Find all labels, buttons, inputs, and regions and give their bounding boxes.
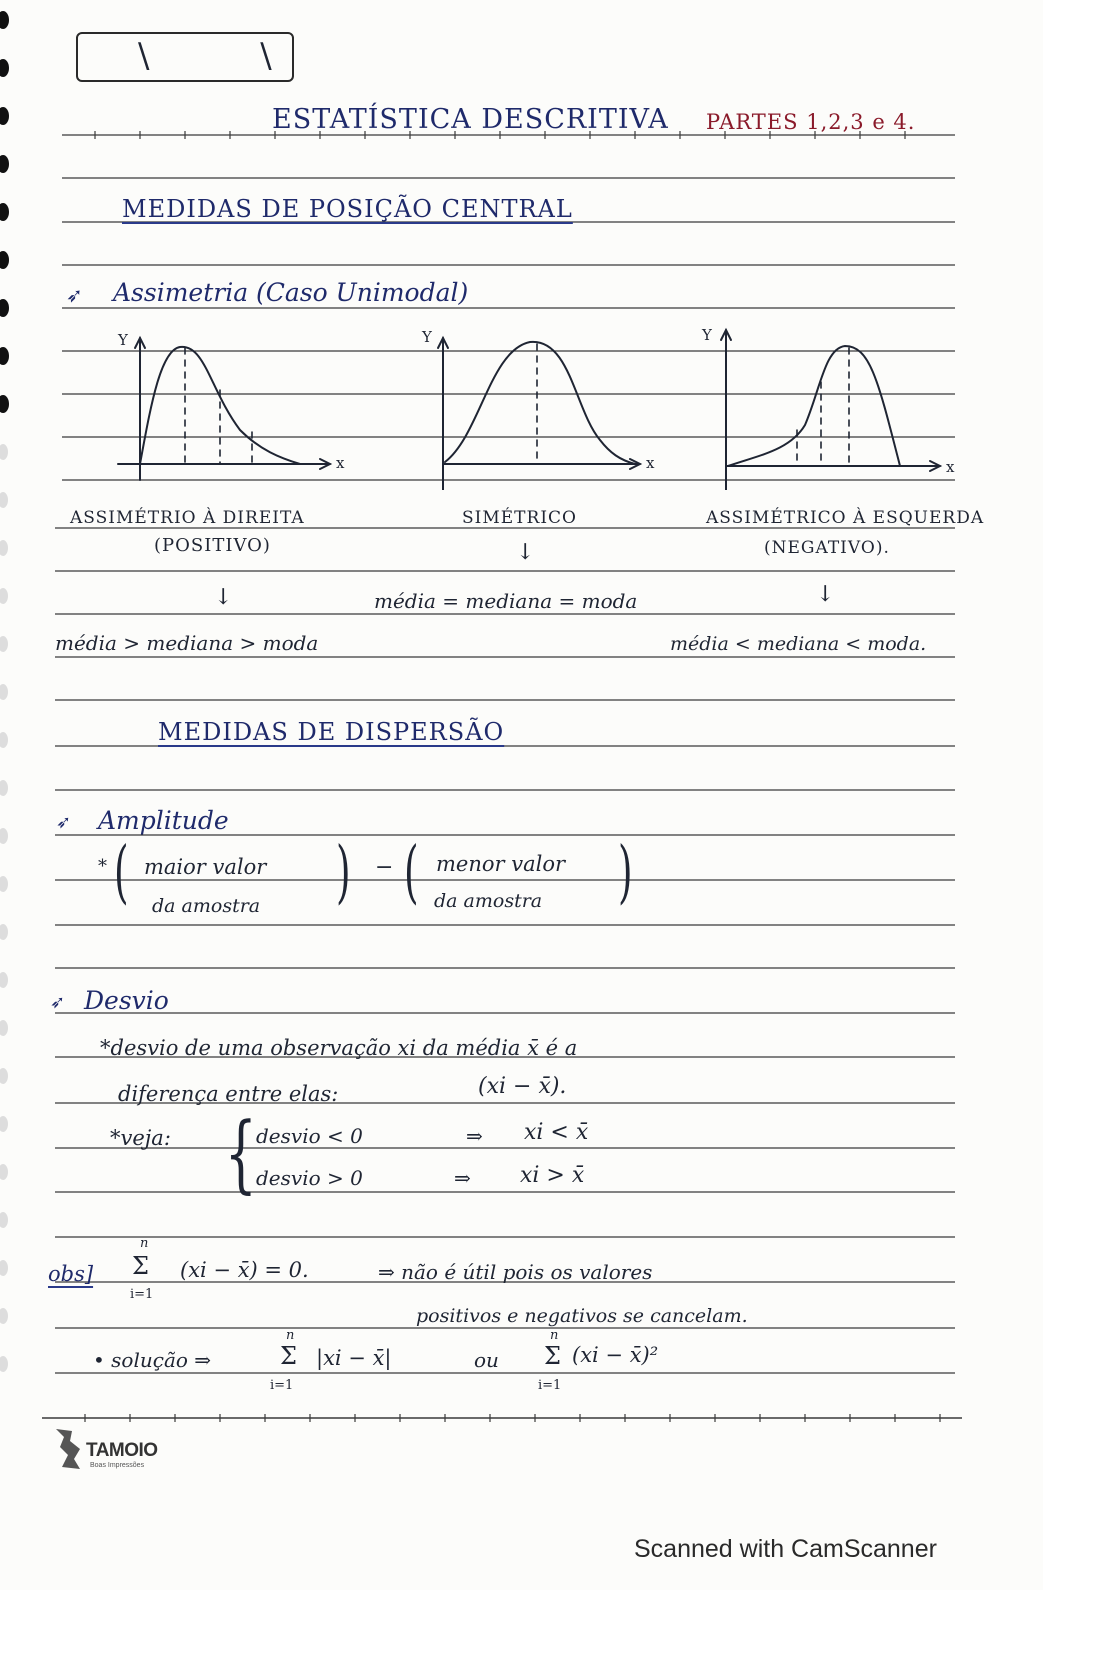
graph1-x-label: x <box>336 454 345 472</box>
desvio-title: Desvio <box>84 986 169 1015</box>
label-positive: (POSITIVO) <box>154 535 271 556</box>
down-arrow-icon: ↓ <box>816 582 835 607</box>
paren-close: ) <box>617 833 633 912</box>
paren-open: ( <box>403 833 419 912</box>
sol-sum-top-2: n <box>550 1328 559 1343</box>
amplitude-minus: − <box>375 855 394 880</box>
scanner-watermark: Scanned with CamScanner <box>634 1535 937 1563</box>
amplitude-left-bottom: da amostra <box>152 895 261 917</box>
brand-sub: Boas Impressões <box>90 1462 145 1469</box>
amplitude-bullet: * <box>98 856 107 877</box>
sol-sum-top-1: n <box>286 1328 295 1343</box>
amplitude-left-top: maior valor <box>144 855 267 879</box>
label-symmetric: SIMÉTRICO <box>462 508 577 528</box>
page-title: ESTATÍSTICA DESCRITIVA <box>272 104 669 135</box>
date-box-text: \ \ <box>138 36 322 76</box>
graph3-x-label: x <box>946 458 955 476</box>
amplitude-right-bottom: da amostra <box>434 890 543 912</box>
desvio-line1: *desvio de uma observação xi da média x̄ é a <box>100 1036 578 1060</box>
paren-open: ( <box>113 833 129 912</box>
distribution-graphs <box>0 320 1043 490</box>
obs-text1: ⇒ não é útil pois os valores <box>378 1260 653 1284</box>
sol-ou: ou <box>474 1348 499 1372</box>
sigma-icon: Σ <box>132 1252 149 1280</box>
section-heading-dispersao: MEDIDAS DE DISPERSÃO <box>158 718 505 746</box>
graph-left-skewed <box>721 330 940 490</box>
arrow-bullet-icon: ➶ <box>66 283 83 307</box>
brace: { <box>224 1104 257 1202</box>
arrow-bullet-icon: ➶ <box>56 812 72 833</box>
relation-left-skewed: média < mediana < moda. <box>670 633 927 655</box>
solucao-label: • solução ⇒ <box>93 1348 212 1372</box>
case1-arrow: ⇒ <box>466 1124 483 1148</box>
case2-right: xi > x̄ <box>520 1163 585 1188</box>
amplitude-title: Amplitude <box>98 806 229 835</box>
graph2-y-label: Y <box>422 328 432 346</box>
relation-symmetric: média = mediana = moda <box>374 589 638 613</box>
paren-close: ) <box>335 833 351 912</box>
sigma-icon: Σ <box>280 1342 297 1370</box>
subheading-assimetria: Assimetria (Caso Unimodal) <box>113 278 469 307</box>
obs-sum-bottom: i=1 <box>130 1287 154 1302</box>
parts-label: PARTES 1,2,3 e 4. <box>706 110 916 134</box>
obs-formula: (xi − x̄) = 0. <box>180 1258 309 1282</box>
obs-label: obs] <box>48 1262 94 1286</box>
sol-formula-2: (xi − x̄)² <box>572 1343 659 1367</box>
down-arrow-icon: ↓ <box>516 540 535 565</box>
relation-right-skewed: média > mediana > moda <box>55 631 319 655</box>
obs-text2: positivos e negativos se cancelam. <box>416 1305 748 1327</box>
sol-sum-bottom-1: i=1 <box>270 1378 294 1393</box>
obs-sum-top: n <box>140 1236 149 1251</box>
graph1-y-label: Y <box>118 331 128 349</box>
graph-right-skewed <box>118 338 330 480</box>
label-left-skewed: ASSIMÉTRICO À ESQUERDA <box>706 508 985 528</box>
desvio-line2: diferença entre elas: <box>118 1082 339 1106</box>
label-negative: (NEGATIVO). <box>764 538 890 558</box>
case1-right: xi < x̄ <box>524 1120 589 1145</box>
brand-name: TAMOIO <box>86 1440 158 1461</box>
label-right-skewed: ASSIMÉTRIO À DIREITA <box>70 508 305 528</box>
sol-formula-1: |xi − x̄| <box>316 1346 392 1370</box>
arrow-bullet-icon: ➶ <box>50 992 66 1013</box>
graph2-x-label: x <box>646 454 655 472</box>
sigma-icon: Σ <box>544 1342 561 1370</box>
down-arrow-icon: ↓ <box>214 585 233 610</box>
section-heading-posicao: MEDIDAS DE POSIÇÃO CENTRAL <box>122 195 573 223</box>
desvio-formula: (xi − x̄). <box>478 1074 567 1099</box>
veja-label: *veja: <box>110 1126 171 1150</box>
case2-left: desvio > 0 <box>256 1166 363 1190</box>
case1-left: desvio < 0 <box>256 1124 363 1148</box>
amplitude-right-top: menor valor <box>436 852 566 876</box>
binding-holes <box>0 0 12 1590</box>
case2-arrow: ⇒ <box>454 1166 471 1190</box>
graph-symmetric <box>438 338 640 490</box>
sol-sum-bottom-2: i=1 <box>538 1378 562 1393</box>
graph3-y-label: Y <box>702 326 712 344</box>
